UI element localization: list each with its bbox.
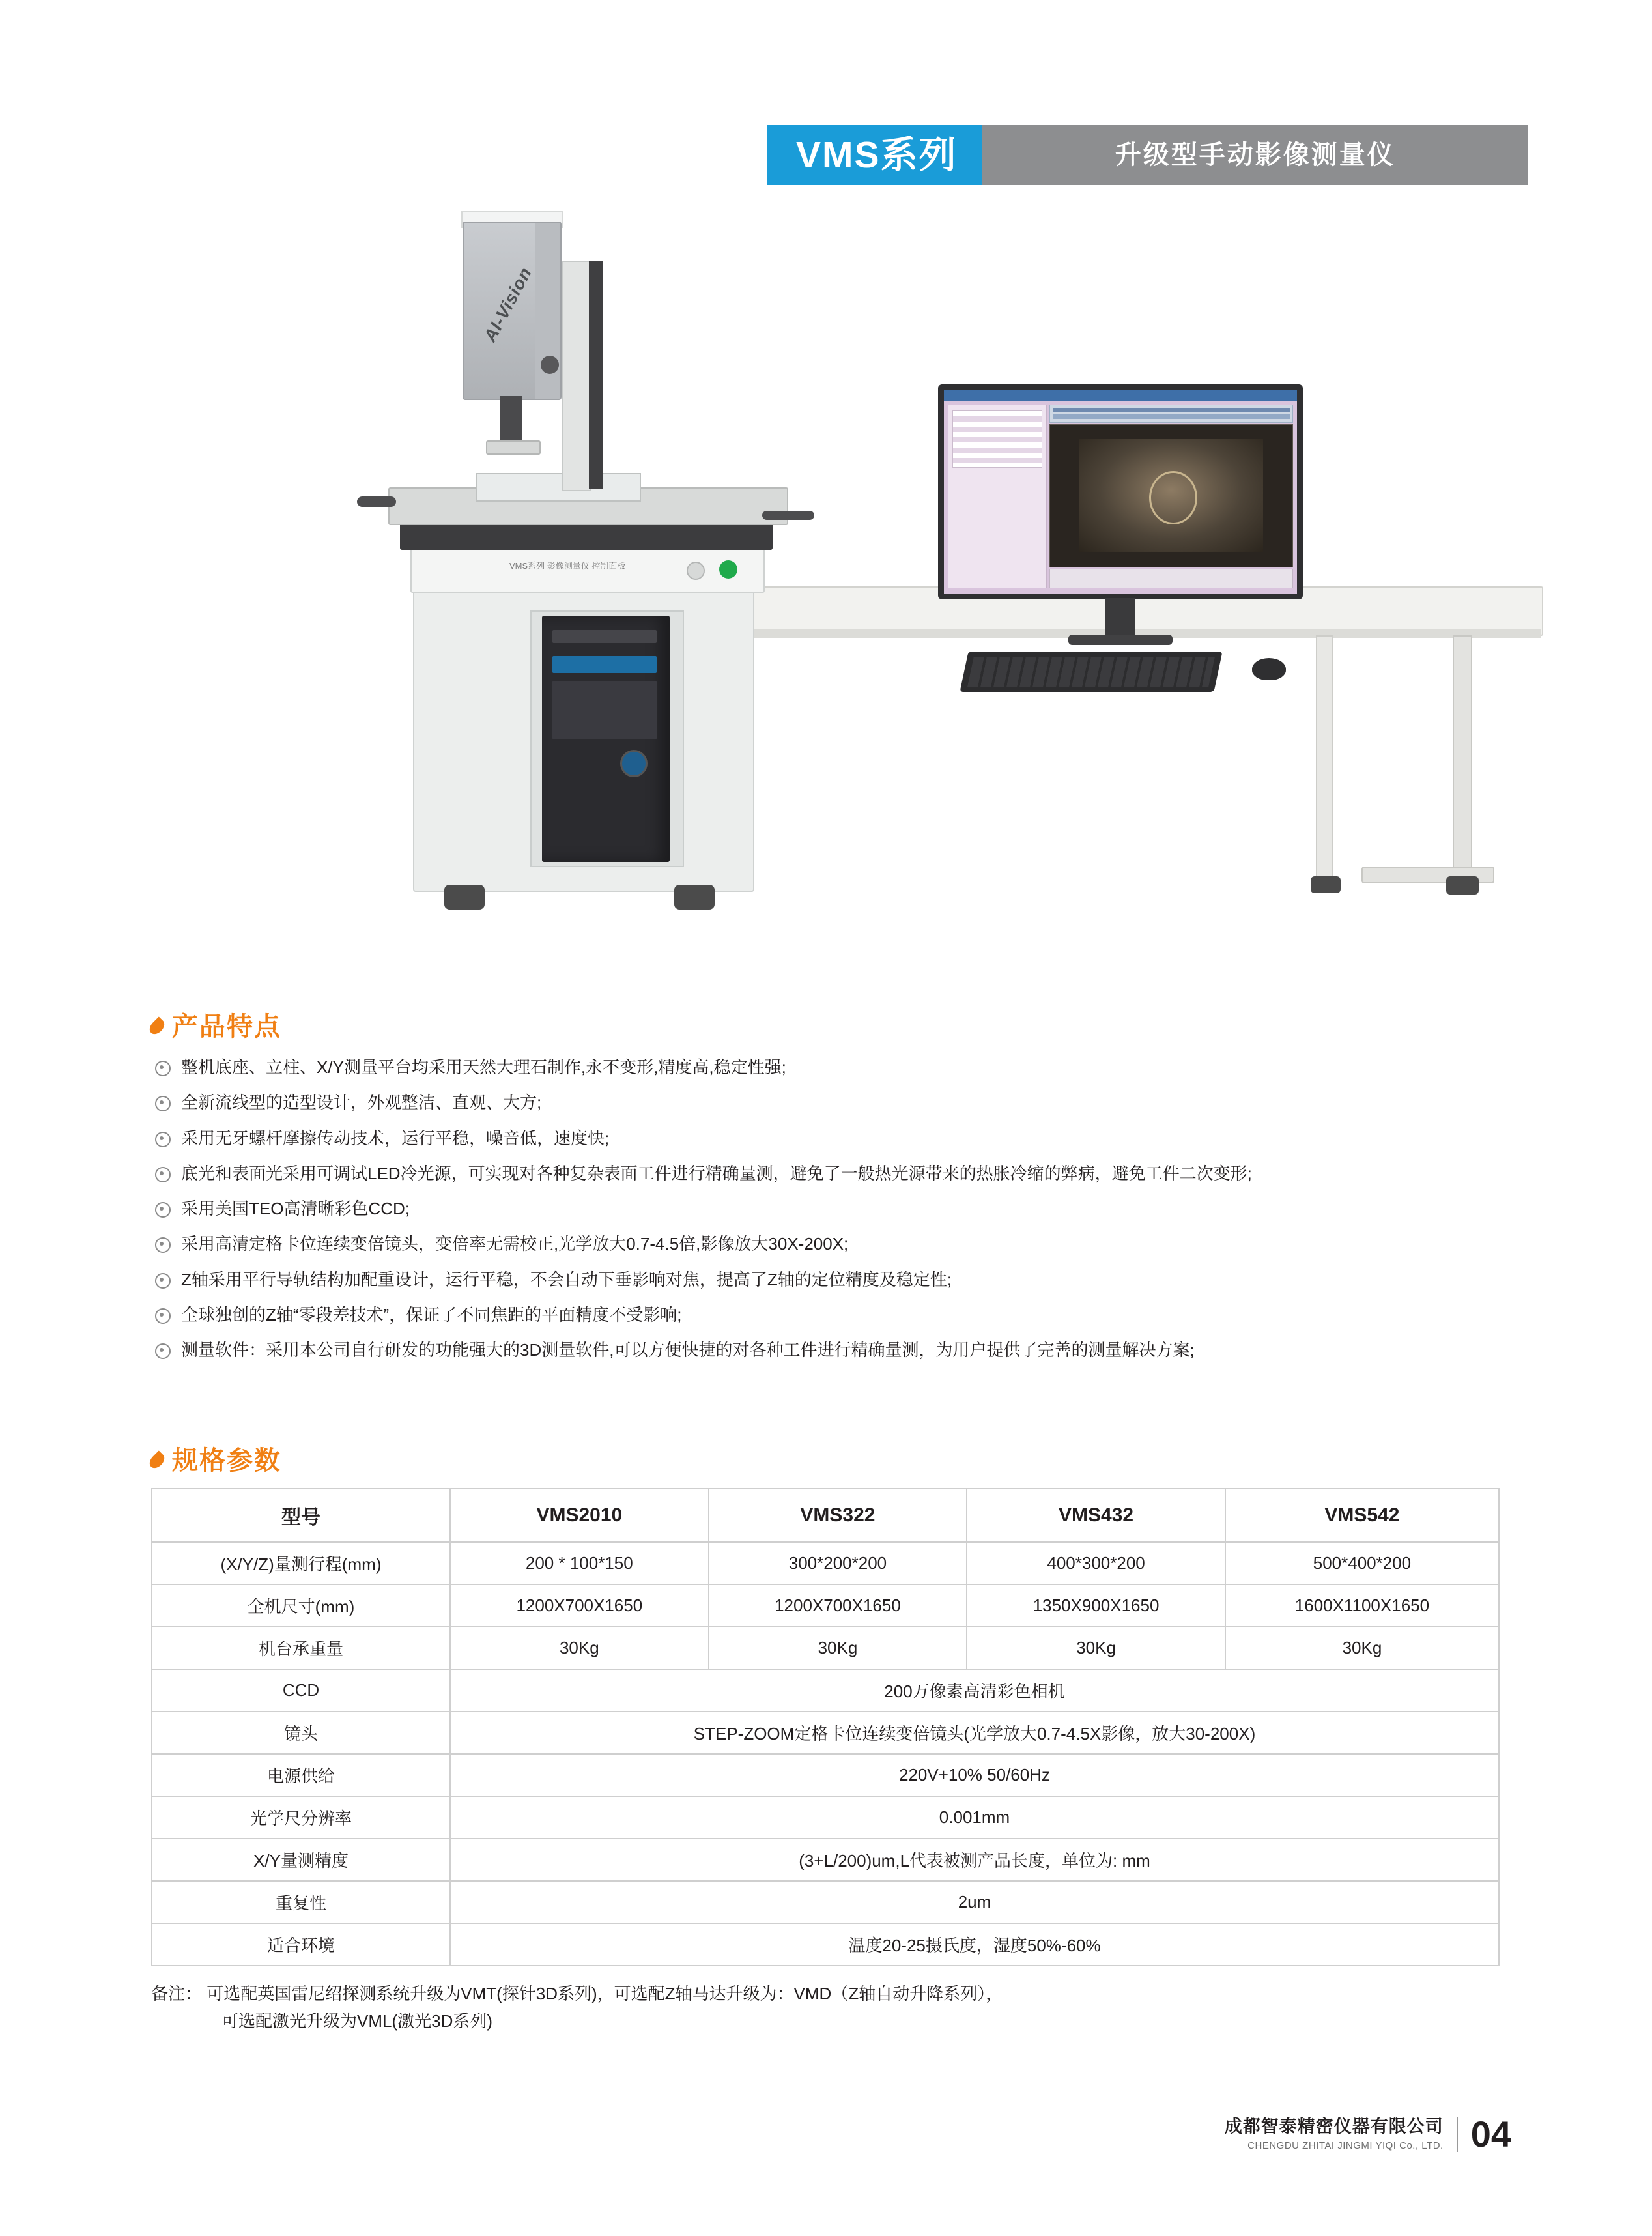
feature-text: 底光和表面光采用可调试LED冷光源，可实现对各种复杂表面工件进行精确量测，避免了一般热光源带来的热胀冷缩的弊病，避免工件二次变形; <box>181 1163 1252 1183</box>
table-row <box>152 1627 1499 1669</box>
bullet-icon <box>155 1132 171 1147</box>
cell-value: STEP-ZOOM定格卡位连续变倍镜头(光学放大0.7-4.5X影像，放大30-200X) <box>450 1712 1499 1754</box>
list-item <box>151 1337 1519 1363</box>
column-header-vms2010: VMS2010 <box>450 1489 709 1542</box>
company-name-en: CHENGDU ZHITAI JINGMI YIQI Co., LTD. <box>1247 2140 1444 2152</box>
list-item <box>151 1125 1519 1151</box>
machine-column <box>562 261 591 491</box>
machine-cabinet <box>413 590 754 892</box>
cell-value: 30Kg <box>1225 1627 1499 1669</box>
cell-value: 2um <box>450 1881 1499 1923</box>
cell-value: 200 * 100*150 <box>450 1542 709 1584</box>
features-title: 产品特点 <box>172 1012 281 1041</box>
table-row <box>152 1542 1499 1584</box>
software-strip-bar-1 <box>1053 408 1290 412</box>
cell-value: 500*400*200 <box>1225 1542 1499 1584</box>
column-header-model: 型号 <box>152 1489 450 1542</box>
pc-power-button <box>620 750 648 777</box>
cell-value: 220V+10% 50/60Hz <box>450 1754 1499 1796</box>
feature-text: Z轴采用平行导轨结构加配重设计，运行平稳，不会自动下垂影响对焦，提高了Z轴的定位精度及稳定性; <box>181 1269 952 1289</box>
table-row <box>152 1712 1499 1754</box>
banner-subtitle-label: 升级型手动影像测量仪 <box>1115 141 1395 169</box>
machine-column-rail <box>589 261 603 489</box>
row-label: 全机尺寸(mm) <box>152 1584 450 1627</box>
cell-value: 30Kg <box>967 1627 1225 1669</box>
table-row <box>152 1669 1499 1712</box>
bullet-icon <box>155 1343 171 1359</box>
desk-foot-middle <box>1311 876 1341 893</box>
product-photo <box>345 202 1303 971</box>
stage-handle-left <box>357 496 396 507</box>
table-row <box>152 1839 1499 1881</box>
monitor-stand-neck <box>1105 598 1135 638</box>
table-row <box>152 1796 1499 1839</box>
pc-vent-grid <box>552 681 657 739</box>
list-item <box>151 1160 1519 1186</box>
software-toolbar <box>944 390 1297 401</box>
bullet-icon <box>155 1237 171 1253</box>
bullet-icon <box>155 1202 171 1218</box>
workpiece-measure-circle <box>1149 471 1197 525</box>
software-top-strip <box>1049 405 1293 423</box>
cabinet-foot-left <box>444 885 485 910</box>
feature-text: 采用美国TEO高清晰彩色CCD; <box>181 1199 410 1219</box>
feature-text: 测量软件：采用本公司自行研发的功能强大的3D测量软件,可以方便快捷的对各种工件进行精确量测，为用户提供了完善的测量解决方案; <box>181 1340 1195 1360</box>
features-list <box>151 1054 1519 1364</box>
desk-leg-right <box>1453 635 1472 882</box>
cell-value: 300*200*200 <box>709 1542 967 1584</box>
feature-text: 全球独创的Z轴“零段差技术”，保证了不同焦距的平面精度不受影响; <box>181 1305 682 1325</box>
feature-text: 全新流线型的造型设计，外观整洁、直观、大方; <box>181 1093 542 1113</box>
list-item <box>151 1089 1519 1115</box>
banner-subtitle-block <box>982 125 1528 185</box>
lens-ring-light <box>486 440 541 455</box>
row-label: 适合环境 <box>152 1923 450 1966</box>
bullet-icon <box>155 1273 171 1289</box>
cell-value: 0.001mm <box>450 1796 1499 1839</box>
feature-text: 采用高清定格卡位连续变倍镜头，变倍率无需校正,光学放大0.7-4.5倍,影像放大30X-200X; <box>181 1234 849 1254</box>
table-row <box>152 1923 1499 1966</box>
cell-value: 200万像素高清彩色相机 <box>450 1669 1499 1712</box>
lens-tube <box>500 396 522 444</box>
row-label: 重复性 <box>152 1881 450 1923</box>
control-panel <box>410 547 765 593</box>
table-row <box>152 1754 1499 1796</box>
cabinet-foot-right <box>674 885 715 910</box>
specs-title: 规格参数 <box>172 1446 281 1475</box>
list-item <box>151 1054 1519 1080</box>
list-item <box>151 1196 1519 1222</box>
table-row <box>152 1881 1499 1923</box>
features-section <box>151 1014 1519 1373</box>
software-status-bar <box>1049 569 1293 588</box>
stage-glass-plate <box>476 473 641 502</box>
power-indicator-icon <box>719 560 737 579</box>
column-header-vms432: VMS432 <box>967 1489 1225 1542</box>
footer-divider <box>1457 2117 1458 2152</box>
software-left-panel <box>948 405 1047 588</box>
remark-line-1: 备注： 可选配英国雷尼绍探测系统升级为VMT(探针3D系列)，可选配Z轴马达升级为：VMD（Z轴自动升降系列）， <box>151 1984 1003 2003</box>
workpiece-image <box>1079 439 1264 552</box>
company-name-cn: 成都智泰精密仪器有限公司 <box>1224 2116 1444 2136</box>
row-label: (X/Y/Z)量测行程(mm) <box>152 1542 450 1584</box>
specs-remark <box>151 1981 1519 2035</box>
row-label: 光学尺分辨率 <box>152 1796 450 1839</box>
page-footer <box>1224 2113 1511 2155</box>
stage-handle-right <box>762 511 814 520</box>
banner-series-label: VMS系列 <box>796 134 958 176</box>
droplet-icon <box>147 1016 167 1037</box>
bullet-icon <box>155 1061 171 1076</box>
column-header-vms322: VMS322 <box>709 1489 967 1542</box>
column-header-vms542: VMS542 <box>1225 1489 1499 1542</box>
page-number: 04 <box>1470 2113 1511 2155</box>
monitor-stand-base <box>1068 635 1173 645</box>
cell-value: 1200X700X1650 <box>450 1584 709 1627</box>
row-label: 电源供给 <box>152 1754 450 1796</box>
control-panel-label: VMS系列 影像测量仪 控制面板 <box>509 561 626 571</box>
banner-series-block <box>767 125 982 185</box>
cell-value: 30Kg <box>709 1627 967 1669</box>
cell-value: 1200X700X1650 <box>709 1584 967 1627</box>
cell-value: 1600X1100X1650 <box>1225 1584 1499 1627</box>
software-strip-bar-2 <box>1053 414 1290 419</box>
pc-tower <box>542 616 670 862</box>
monitor-screen <box>944 390 1297 594</box>
monitor <box>938 384 1303 599</box>
specs-section <box>151 1448 1519 2035</box>
row-label: CCD <box>152 1669 450 1712</box>
pc-brand-label <box>577 825 636 840</box>
feature-text: 采用无牙螺杆摩擦传动技术，运行平稳，噪音低，速度快; <box>181 1128 610 1148</box>
cell-value: 30Kg <box>450 1627 709 1669</box>
features-heading <box>151 1014 1519 1040</box>
machine-brand-label: AI-Vision <box>479 264 536 345</box>
cell-value: 1350X900X1650 <box>967 1584 1225 1627</box>
list-item <box>151 1302 1519 1328</box>
control-knob <box>687 562 705 580</box>
bullet-icon <box>155 1308 171 1324</box>
mouse <box>1252 658 1286 680</box>
feature-text: 整机底座、立柱、X/Y测量平台均采用天然大理石制作,永不变形,精度高,稳定性强; <box>181 1057 786 1077</box>
list-item <box>151 1231 1519 1257</box>
desk-foot-right <box>1446 876 1479 895</box>
row-label: 镜头 <box>152 1712 450 1754</box>
remark-line-2: 可选配激光升级为VML(激光3D系列) <box>221 2011 493 2031</box>
specs-heading <box>151 1448 1519 1474</box>
table-row <box>152 1584 1499 1627</box>
cell-value: 温度20-25摄氏度，湿度50%-60% <box>450 1923 1499 1966</box>
keyboard-keys <box>967 657 1215 687</box>
droplet-icon <box>147 1450 167 1470</box>
desk-leg-middle <box>1316 635 1333 882</box>
pc-optical-drive <box>552 630 657 643</box>
software-image-view <box>1049 424 1293 567</box>
software-data-list <box>952 410 1042 468</box>
spec-table <box>151 1488 1500 1966</box>
row-label: X/Y量测精度 <box>152 1839 450 1881</box>
cell-value: (3+L/200)um,L代表被测产品长度，单位为: mm <box>450 1839 1499 1881</box>
keyboard <box>960 652 1222 692</box>
header-banner <box>767 125 1528 185</box>
pc-front-panel <box>552 656 657 673</box>
cell-value: 400*300*200 <box>967 1542 1225 1584</box>
company-block <box>1225 2116 1444 2153</box>
focus-knob <box>541 356 559 374</box>
list-item <box>151 1267 1519 1293</box>
bullet-icon <box>155 1096 171 1111</box>
table-header-row <box>152 1489 1499 1542</box>
bullet-icon <box>155 1167 171 1182</box>
row-label: 机台承重量 <box>152 1627 450 1669</box>
